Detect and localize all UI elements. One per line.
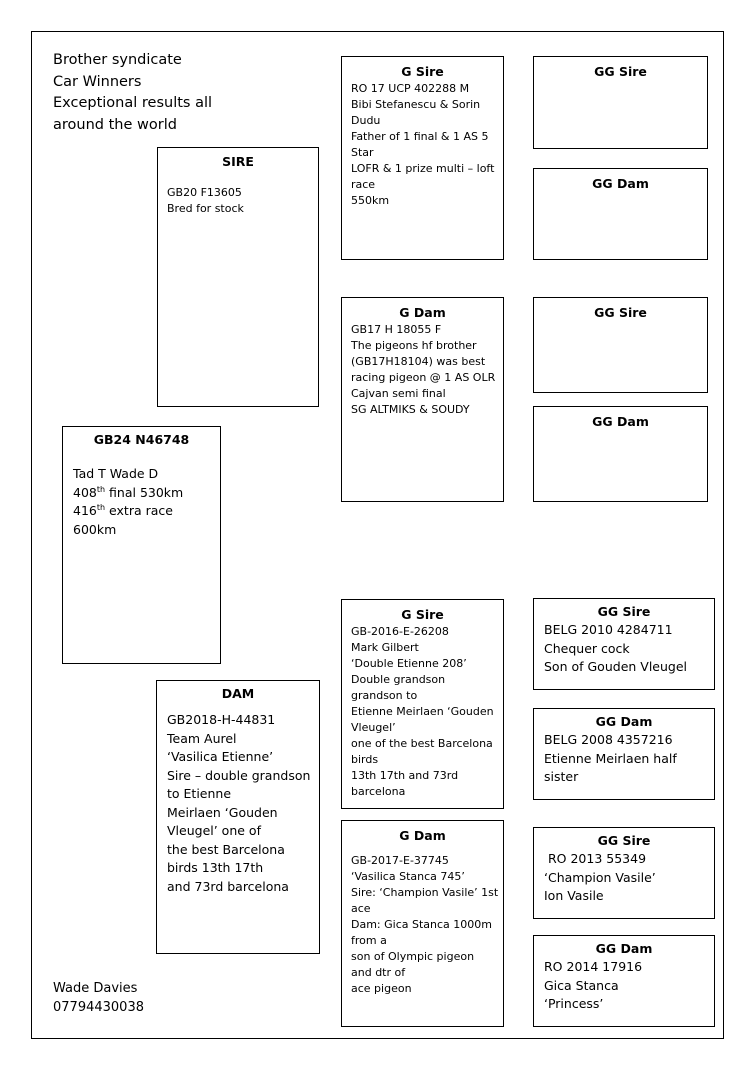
g-dam-line: GB-2017-E-37745 bbox=[351, 854, 449, 867]
g-dam-line: Sire: ‘Champion Vasile’ 1st bbox=[351, 886, 499, 899]
gg-dam-card bbox=[533, 935, 715, 1027]
gg-dam-card bbox=[533, 708, 715, 800]
g-dam-line: (GB17H18104) was best bbox=[351, 355, 486, 368]
g-dam-card bbox=[341, 297, 504, 502]
dam-line: birds 13th 17th bbox=[167, 860, 264, 875]
g-sire-line: LOFR & 1 prize multi – loft bbox=[351, 162, 495, 175]
g-sire-line: ‘Double Etienne 208’ bbox=[351, 657, 467, 670]
g-sire-line: barcelona bbox=[351, 785, 406, 798]
dam-line: and 73rd barcelona bbox=[167, 878, 289, 894]
g-sire-title: G Sire bbox=[401, 607, 444, 622]
g-dam-card bbox=[341, 820, 504, 1027]
dam-line: Meirlaen ‘Gouden bbox=[167, 804, 278, 820]
g-dam-line: GB17 H 18055 F bbox=[351, 323, 442, 336]
g-sire-card bbox=[341, 56, 504, 260]
g-dam-line: The pigeons hf brother bbox=[351, 339, 477, 352]
g-sire-line: race bbox=[351, 178, 376, 191]
gg-sire-card bbox=[533, 598, 715, 690]
gg-dam-line: BELG 2008 4357216 bbox=[544, 732, 673, 747]
g-sire-line: Mark Gilbert bbox=[351, 641, 419, 654]
gg-dam-card bbox=[533, 168, 708, 260]
gg-dam-line: sister bbox=[544, 769, 579, 784]
gg-sire-line: BELG 2010 4284711 bbox=[544, 622, 673, 637]
g-sire-card bbox=[341, 599, 504, 809]
g-dam-line: Dam: Gica Stanca 1000m bbox=[351, 918, 492, 931]
bird-distance: 600km bbox=[73, 521, 117, 537]
gg-dam-title: GG Dam bbox=[592, 176, 649, 191]
gg-dam-line: RO 2014 17916 bbox=[544, 959, 643, 974]
sire-line: Bred for stock bbox=[167, 202, 244, 215]
dam-line: ‘Vasilica Etienne’ bbox=[167, 749, 274, 764]
bird-card bbox=[62, 426, 221, 664]
gg-dam-card bbox=[533, 406, 708, 502]
bird-result: 416th extra race bbox=[73, 502, 173, 518]
gg-sire-card bbox=[533, 827, 715, 919]
g-sire-line: Vleugel’ bbox=[351, 721, 396, 734]
g-dam-line: son of Olympic pigeon bbox=[351, 950, 475, 963]
contact-info bbox=[53, 980, 144, 1017]
gg-sire-line: Chequer cock bbox=[544, 640, 630, 656]
gg-dam-title: GG Dam bbox=[595, 714, 653, 729]
g-sire-line: Etienne Meirlaen ‘Gouden bbox=[351, 705, 494, 718]
g-dam-line: ‘Vasilica Stanca 745’ bbox=[351, 870, 465, 883]
gg-sire-title: GG Sire bbox=[597, 604, 651, 619]
intro-line: Car Winners bbox=[53, 73, 142, 90]
intro-line: around the world bbox=[53, 116, 177, 133]
g-dam-line: racing pigeon @ 1 AS OLR bbox=[351, 371, 496, 384]
intro-line: Exceptional results all bbox=[53, 95, 213, 111]
gg-sire-title: GG Sire bbox=[597, 833, 651, 848]
g-dam-line: Cajvan semi final bbox=[351, 387, 446, 400]
g-dam-line: ace bbox=[351, 902, 371, 915]
g-sire-line: birds bbox=[351, 753, 379, 766]
g-sire-line: Star bbox=[351, 146, 374, 159]
g-sire-line: 13th 17th and 73rd bbox=[351, 769, 459, 782]
gg-dam-line: Etienne Meirlaen half bbox=[544, 750, 677, 766]
gg-sire-line: ‘Champion Vasile’ bbox=[544, 869, 656, 885]
gg-dam-title: GG Dam bbox=[595, 941, 653, 956]
g-dam-title: G Dam bbox=[399, 828, 446, 843]
g-dam-line: and dtr of bbox=[351, 966, 406, 979]
gg-sire-card bbox=[533, 56, 708, 149]
gg-sire-card bbox=[533, 297, 708, 393]
g-dam-title: G Dam bbox=[399, 305, 446, 320]
g-sire-line: RO 17 UCP 402288 M bbox=[351, 82, 470, 95]
contact-phone: 07794430038 bbox=[53, 999, 144, 1015]
g-dam-line: ace pigeon bbox=[351, 982, 412, 995]
dam-line: Sire – double grandson bbox=[167, 767, 311, 783]
gg-sire-title: GG Sire bbox=[594, 305, 647, 320]
intro-line: Brother syndicate bbox=[53, 52, 182, 68]
dam-line: Team Aurel bbox=[167, 730, 237, 746]
g-sire-line: Bibi Stefanescu & Sorin bbox=[351, 98, 481, 111]
sire-line: GB20 F13605 bbox=[167, 186, 242, 199]
dam-title: DAM bbox=[221, 686, 255, 701]
sire-title: SIRE bbox=[222, 154, 254, 169]
gg-sire-line: Ion Vasile bbox=[544, 888, 604, 903]
g-sire-title: G Sire bbox=[401, 64, 444, 79]
gg-dam-title: GG Dam bbox=[592, 414, 649, 429]
gg-sire-line: Son of Gouden Vleugel bbox=[544, 659, 688, 674]
g-sire-line: Double grandson bbox=[351, 673, 446, 686]
dam-line: Vleugel’ one of bbox=[167, 823, 261, 838]
gg-dam-line: Gica Stanca bbox=[544, 977, 619, 993]
g-dam-line: from a bbox=[351, 934, 387, 947]
g-sire-line: one of the best Barcelona bbox=[351, 737, 493, 750]
gg-sire-line: RO 2013 55349 bbox=[544, 851, 647, 866]
g-dam-line: SG ALTMIKS & SOUDY bbox=[351, 403, 470, 416]
bird-owner: Tad T Wade D bbox=[73, 466, 159, 481]
sire-card bbox=[157, 147, 319, 407]
g-sire-line: grandson to bbox=[351, 689, 418, 702]
gg-sire-title: GG Sire bbox=[594, 64, 647, 79]
g-sire-line: Father of 1 final & 1 AS 5 bbox=[351, 130, 489, 143]
contact-name: Wade Davies bbox=[53, 981, 138, 996]
bird-result: 408th final 530km bbox=[73, 484, 184, 500]
g-sire-line: GB-2016-E-26208 bbox=[351, 625, 449, 638]
g-sire-line: Dudu bbox=[351, 114, 381, 127]
dam-card bbox=[156, 680, 320, 954]
intro-text bbox=[53, 50, 212, 136]
g-sire-line: 550km bbox=[351, 194, 390, 207]
dam-line: the best Barcelona bbox=[167, 841, 285, 857]
bird-ring-number: GB24 N46748 bbox=[93, 432, 190, 447]
dam-line: GB2018-H-44831 bbox=[167, 712, 276, 727]
dam-line: to Etienne bbox=[167, 786, 232, 801]
gg-dam-line: ‘Princess’ bbox=[544, 996, 604, 1011]
